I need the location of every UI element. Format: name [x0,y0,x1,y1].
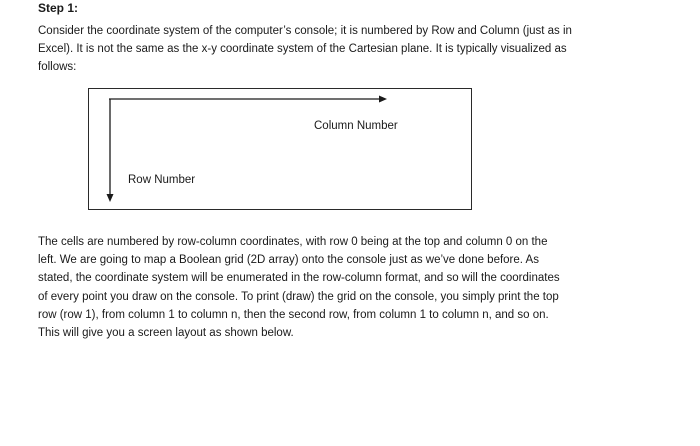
body-paragraph [38,233,648,342]
intro-paragraph [38,22,648,77]
body-line: left. We are going to map a Boolean grid (2D array) onto the console just as we’ve done before. As [38,254,539,267]
body-line: stated, the coordinate system will be enumerated in the row-column format, and so will the coordinates [38,272,560,285]
column-arrow-head [379,96,387,103]
coordinate-diagram [88,88,472,210]
intro-line: follows: [38,61,77,74]
axis-arrows [89,89,473,211]
row-number-label: Row Number [128,174,196,186]
step-heading: Step 1: [38,1,79,15]
body-line: of every point you draw on the console. To print (draw) the grid on the console, you simply print the top [38,290,559,303]
intro-line: Consider the coordinate system of the computer’s console; it is numbered by Row and Column (just as in [38,25,572,37]
intro-line: Excel). It is not the same as the x-y coordinate system of the Cartesian plane. It is typically visualized as [38,43,567,56]
body-line: The cells are numbered by row-column coordinates, with row 0 being at the top and column 0 on the [38,236,548,248]
column-number-label: Column Number [314,120,398,132]
body-line: This will give you a screen layout as shown below. [38,327,294,340]
row-arrow-head [107,194,114,202]
body-line: row (row 1), from column 1 to column n, then the second row, from column 1 to column n, and so on. [38,308,549,321]
